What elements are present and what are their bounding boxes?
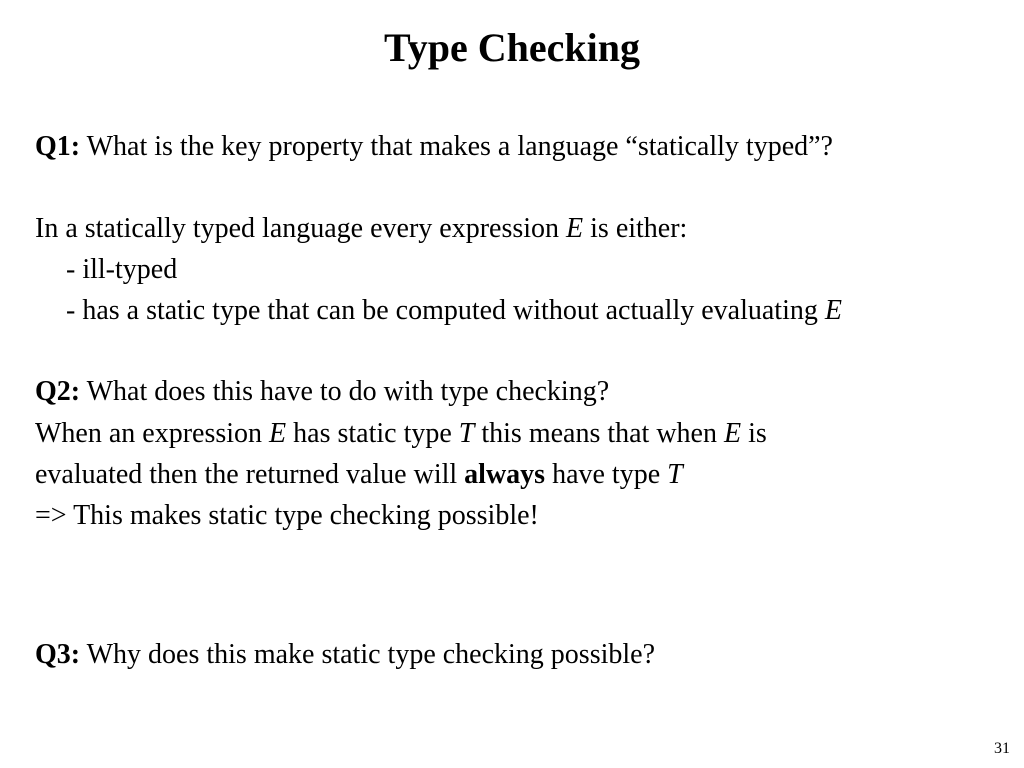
type-variable: T — [458, 418, 475, 449]
definition-item-static-type — [66, 295, 842, 327]
q2-answer-text: this means that when — [481, 418, 717, 449]
emphasis-always: always — [464, 459, 546, 490]
expression-variable: E — [824, 295, 842, 326]
q2-answer-text: has static type — [293, 418, 452, 449]
definition-item-text: - has a static type that can be computed without actually evaluating — [66, 295, 818, 326]
q2-answer-text: is — [748, 418, 767, 449]
definition-item-text: - ill-typed — [66, 254, 178, 285]
definition-intro-text: In a statically typed language every expression — [35, 213, 560, 244]
q2-line — [35, 376, 609, 408]
expression-variable: E — [269, 418, 287, 449]
q2-answer-text: When an expression — [35, 418, 263, 449]
q3-label: Q3: — [35, 639, 81, 670]
q2-answer-text: have type — [552, 459, 661, 490]
q3-line — [35, 639, 655, 671]
expression-variable: E — [566, 213, 584, 244]
definition-intro-tail: is either: — [590, 213, 688, 244]
slide-title: Type Checking — [384, 25, 640, 70]
q2-text: What does this have to do with type checking? — [86, 376, 610, 407]
q2-conclusion — [35, 500, 539, 532]
expression-variable: E — [723, 418, 742, 449]
q2-label: Q2: — [35, 376, 81, 407]
type-variable: T — [667, 459, 683, 490]
q1-label: Q1: — [35, 131, 81, 162]
q1-line — [35, 131, 833, 163]
q2-answer-line-2 — [35, 459, 683, 491]
definition-intro — [35, 213, 687, 245]
q2-answer-line-1 — [35, 418, 767, 450]
q2-answer-text: evaluated then the returned value will — [35, 459, 458, 490]
q1-text: What is the key property that makes a language “statically typed”? — [86, 131, 833, 162]
page-number: 31 — [994, 740, 1010, 757]
q3-text: Why does this make static type checking possible? — [86, 639, 656, 670]
q2-conclusion-text: => This makes static type checking possible! — [35, 500, 539, 531]
definition-item-ill-typed — [66, 254, 177, 286]
